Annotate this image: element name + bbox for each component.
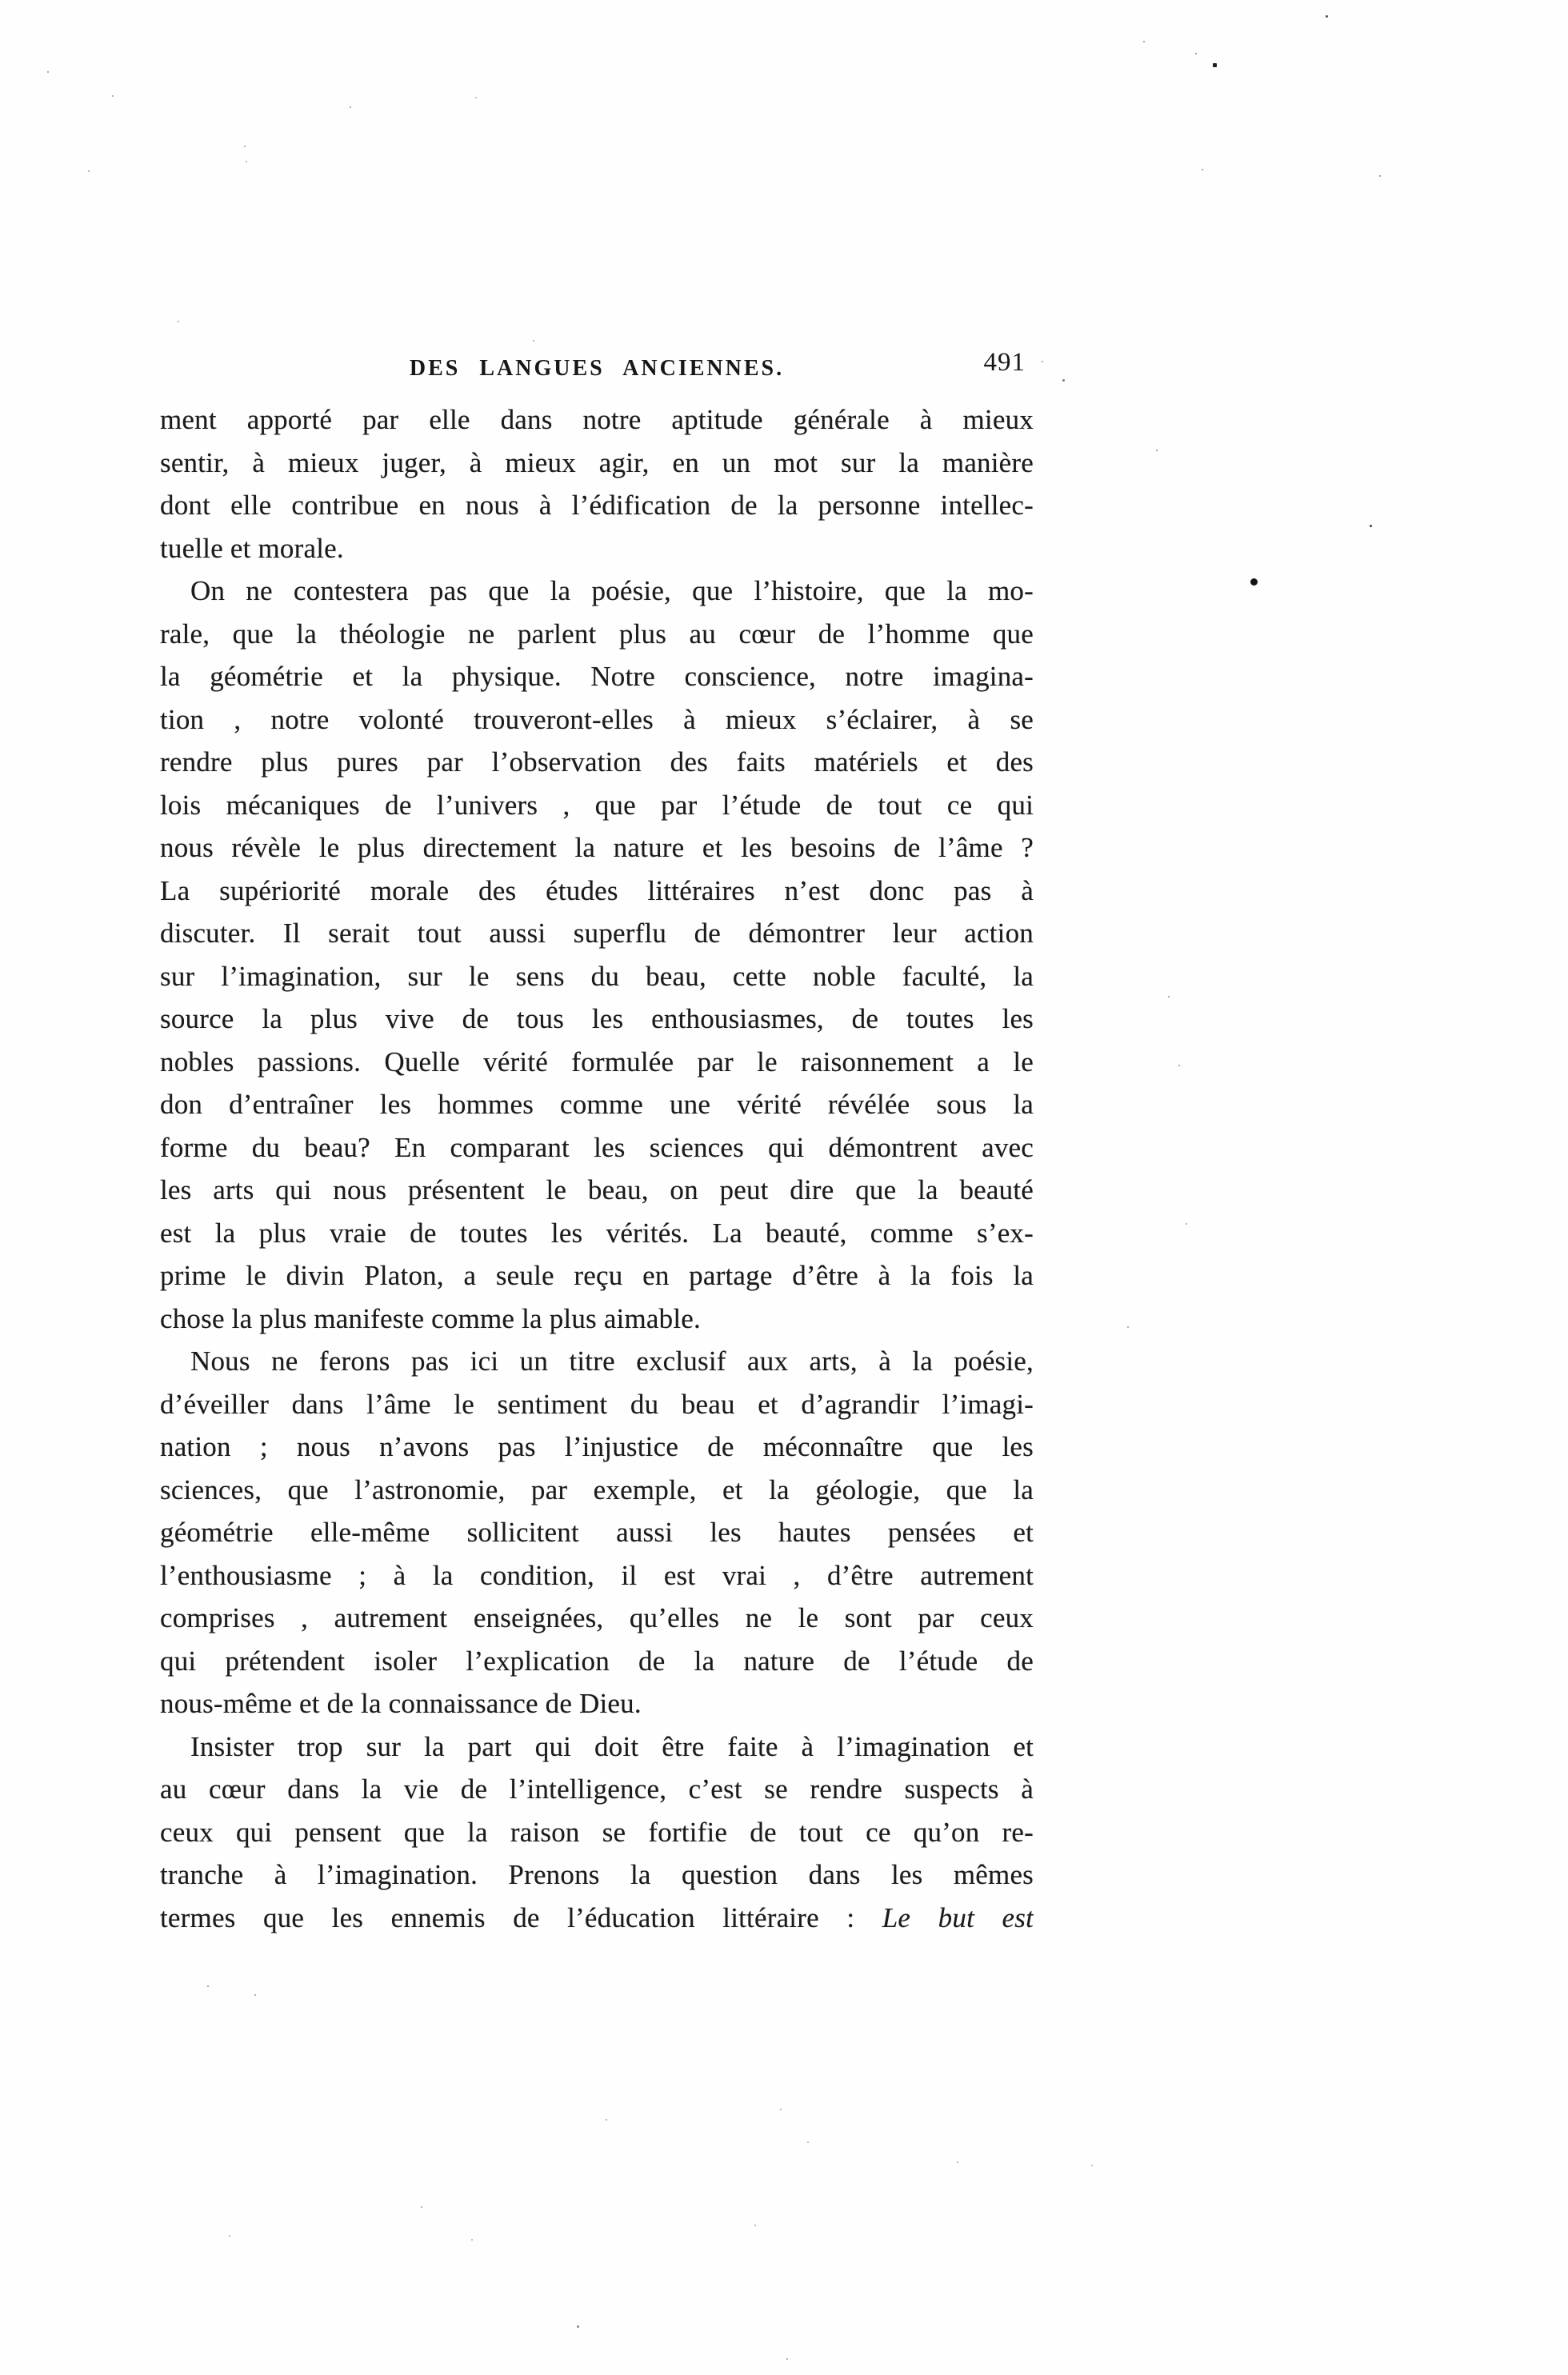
paragraph bbox=[160, 570, 1034, 1340]
ink-speck bbox=[1062, 379, 1065, 382]
ink-speck bbox=[112, 95, 114, 97]
ink-speck bbox=[1091, 2165, 1093, 2166]
text-line: qui prétendent isoler l’explication de la nature de l’étude de bbox=[160, 1645, 1034, 1677]
text-line bbox=[160, 1897, 1034, 1940]
ink-speck bbox=[207, 1985, 209, 1987]
ink-speck bbox=[780, 2109, 782, 2110]
text-line: nous-même et de la connaissance de Dieu. bbox=[160, 1688, 642, 1719]
text-line: sentir, à mieux juger, à mieux agir, en un mot sur la manière bbox=[160, 446, 1034, 478]
ink-speck bbox=[577, 2325, 579, 2328]
text-line: nobles passions. Quelle vérité formulée par le raisonnement a le bbox=[160, 1046, 1034, 1078]
text-line: discuter. Il serait tout aussi superflu de démontrer leur action bbox=[160, 918, 1034, 949]
ink-speck bbox=[1127, 1326, 1129, 1328]
text-line: tranche à l’imagination. Prenons la question dans les mêmes bbox=[160, 1859, 1034, 1890]
text-line: nation ; nous n’avons pas l’injustice de méconnaître que les bbox=[160, 1431, 1034, 1462]
ink-speck bbox=[229, 2235, 230, 2237]
page-header bbox=[160, 348, 1034, 388]
text-line: rale, que la théologie ne parlent plus au cœur de l’homme que bbox=[160, 618, 1034, 650]
text-line: rendre plus pures par l’observation des faits matériels et des bbox=[160, 746, 1034, 778]
text-line: les arts qui nous présentent le beau, on peut dire que la beauté bbox=[160, 1174, 1034, 1205]
paragraph bbox=[160, 398, 1034, 570]
ink-speck bbox=[1250, 578, 1258, 586]
text-line: dont elle contribue en nous à l’édification de la personne intellec- bbox=[160, 490, 1034, 521]
text-line: lois mécaniques de l’univers , que par l’étude de tout ce qui bbox=[160, 789, 1034, 821]
ink-speck bbox=[1156, 450, 1158, 451]
ink-speck bbox=[606, 2119, 607, 2121]
italic-text-run: Le but est bbox=[882, 1901, 1034, 1933]
ink-speck bbox=[786, 2358, 788, 2360]
text-line: tuelle et morale. bbox=[160, 532, 344, 564]
ink-speck bbox=[957, 2161, 958, 2163]
page-number: 491 bbox=[983, 348, 1026, 377]
ink-speck bbox=[1186, 1223, 1187, 1225]
ink-speck bbox=[1143, 41, 1145, 42]
text-line: La supériorité morale des études littéraires n’est donc pas à bbox=[160, 874, 1034, 906]
text-line: ceux qui pensent que la raison se fortifie de tout ce qu’on re- bbox=[160, 1816, 1034, 1848]
paragraph bbox=[160, 1340, 1034, 1725]
ink-speck bbox=[533, 340, 534, 342]
text-line: source la plus vive de tous les enthousiasmes, de toutes les bbox=[160, 1003, 1034, 1034]
text-line: est la plus vraie de toutes les vérités. La beauté, comme s’ex- bbox=[160, 1217, 1034, 1249]
running-title: DES LANGUES ANCIENNES. bbox=[409, 356, 785, 381]
ink-speck bbox=[754, 2225, 756, 2226]
text-block bbox=[160, 398, 1034, 1939]
text-line: sur l’imagination, sur le sens du beau, cette noble faculté, la bbox=[160, 960, 1034, 992]
text-line: On ne contestera pas que la poésie, que l’histoire, que la mo- bbox=[190, 575, 1034, 606]
text-run: termes que les ennemis de l’éducation littéraire : bbox=[160, 1901, 855, 1933]
ink-speck bbox=[1202, 169, 1203, 170]
text-line: d’éveiller dans l’âme le sentiment du beau et d’agrandir l’imagi- bbox=[160, 1388, 1034, 1420]
ink-speck bbox=[1379, 175, 1381, 177]
text-line: sciences, que l’astronomie, par exemple, et la géologie, que la bbox=[160, 1473, 1034, 1505]
ink-speck bbox=[178, 321, 179, 322]
ink-speck bbox=[88, 170, 90, 172]
text-line: géométrie elle-même sollicitent aussi les hautes pensées et bbox=[160, 1517, 1034, 1548]
text-line: la géométrie et la physique. Notre conscience, notre imagina- bbox=[160, 661, 1034, 692]
text-line: Insister trop sur la part qui doit être faite à l’imagination et bbox=[190, 1730, 1034, 1762]
text-line: tion , notre volonté trouveront-elles à mieux s’éclairer, à se bbox=[160, 703, 1034, 735]
ink-speck bbox=[475, 97, 477, 98]
ink-speck bbox=[1326, 15, 1328, 18]
text-line: don d’entraîner les hommes comme une vérité révélée sous la bbox=[160, 1089, 1034, 1120]
ink-speck bbox=[350, 106, 351, 108]
ink-speck bbox=[421, 2206, 422, 2208]
ink-speck bbox=[246, 161, 247, 162]
text-line: prime le divin Platon, a seule reçu en partage d’être à la fois la bbox=[160, 1260, 1034, 1291]
ink-speck bbox=[47, 71, 49, 73]
ink-speck bbox=[1042, 361, 1043, 362]
ink-speck bbox=[1195, 53, 1197, 54]
ink-speck bbox=[1178, 1065, 1180, 1066]
text-line: chose la plus manifeste comme la plus aimable. bbox=[160, 1302, 701, 1334]
text-line: l’enthousiasme ; à la condition, il est vrai , d’être autrement bbox=[160, 1559, 1034, 1591]
ink-speck bbox=[1370, 525, 1372, 527]
text-line: forme du beau? En comparant les sciences qui démontrent avec bbox=[160, 1131, 1034, 1163]
ink-speck bbox=[471, 2239, 473, 2241]
ink-speck bbox=[244, 146, 246, 147]
text-line: ment apporté par elle dans notre aptitude générale à mieux bbox=[160, 404, 1034, 435]
text-line: comprises , autrement enseignées, qu’elles ne le sont par ceux bbox=[160, 1602, 1034, 1633]
ink-speck bbox=[254, 1994, 256, 1996]
ink-speck bbox=[1213, 63, 1217, 67]
text-line: Nous ne ferons pas ici un titre exclusif aux arts, à la poésie, bbox=[190, 1345, 1034, 1377]
ink-speck bbox=[1168, 996, 1170, 998]
ink-speck bbox=[807, 2141, 809, 2143]
paragraph bbox=[160, 1725, 1034, 1940]
text-line: nous révèle le plus directement la nature et les besoins de l’âme ? bbox=[160, 832, 1034, 863]
text-line: au cœur dans la vie de l’intelligence, c’est se rendre suspects à bbox=[160, 1773, 1034, 1805]
